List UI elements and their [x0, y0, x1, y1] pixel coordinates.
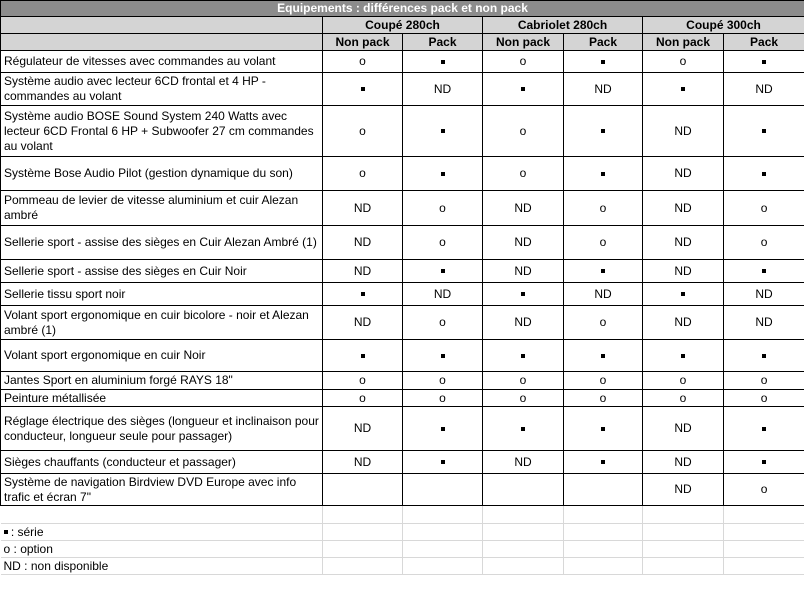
empty-cell[interactable] — [323, 524, 403, 541]
availability-cell[interactable] — [403, 451, 483, 474]
availability-cell[interactable]: ND — [483, 260, 564, 283]
equipment-label[interactable]: Peinture métallisée — [1, 390, 323, 407]
availability-cell[interactable]: o — [643, 390, 724, 407]
empty-cell[interactable] — [403, 558, 483, 575]
availability-cell[interactable] — [483, 283, 564, 306]
availability-cell[interactable]: o — [323, 390, 403, 407]
availability-cell[interactable]: o — [483, 51, 564, 73]
availability-cell[interactable]: o — [403, 306, 483, 340]
legend-row — [1, 524, 804, 541]
availability-cell[interactable]: ND — [564, 73, 643, 106]
legend-symbol: o — [3, 541, 11, 556]
serie-marker — [762, 354, 766, 358]
pack-header[interactable]: Non pack — [643, 34, 724, 51]
empty-cell[interactable] — [724, 558, 804, 575]
serie-marker — [521, 354, 525, 358]
availability-cell[interactable] — [564, 157, 643, 191]
empty-cell[interactable] — [483, 524, 564, 541]
availability-cell[interactable]: ND — [643, 474, 724, 506]
serie-marker — [762, 460, 766, 464]
availability-cell[interactable]: ND — [483, 191, 564, 226]
availability-cell[interactable]: o — [483, 390, 564, 407]
availability-cell[interactable] — [403, 106, 483, 157]
availability-cell[interactable]: ND — [483, 451, 564, 474]
equipment-label[interactable]: Réglage électrique des sièges (longueur et inclinaison pour conducteur, longueur seule pour passager) — [1, 407, 323, 451]
availability-cell[interactable]: o — [724, 390, 804, 407]
availability-cell[interactable] — [724, 157, 804, 191]
empty-row — [1, 506, 804, 524]
availability-cell[interactable] — [483, 73, 564, 106]
serie-marker — [601, 60, 605, 64]
availability-cell[interactable] — [564, 260, 643, 283]
availability-cell[interactable] — [323, 474, 403, 506]
availability-cell[interactable] — [403, 474, 483, 506]
equipment-label[interactable]: Sellerie sport - assise des sièges en Cuir Noir — [1, 260, 323, 283]
availability-cell[interactable] — [643, 73, 724, 106]
pack-header[interactable]: Pack — [724, 34, 804, 51]
equipment-label[interactable]: Système de navigation Birdview DVD Europe avec info trafic et écran 7" — [1, 474, 323, 506]
availability-cell[interactable]: ND — [323, 451, 403, 474]
availability-cell[interactable]: ND — [323, 407, 403, 451]
equipment-label[interactable]: Sièges chauffants (conducteur et passager) — [1, 451, 323, 474]
table-row — [1, 390, 804, 407]
empty-cell[interactable] — [564, 524, 643, 541]
empty-cell[interactable] — [323, 506, 403, 524]
availability-cell[interactable]: o — [403, 226, 483, 260]
title-row — [1, 1, 804, 17]
empty-cell[interactable] — [483, 541, 564, 558]
empty-cell[interactable] — [643, 524, 724, 541]
table-row — [1, 73, 804, 106]
table-row — [1, 340, 804, 372]
serie-marker — [521, 427, 525, 431]
serie-marker — [762, 269, 766, 273]
equipment-label[interactable]: Volant sport ergonomique en cuir bicolore - noir et Alezan ambré (1) — [1, 306, 323, 340]
availability-cell[interactable] — [724, 260, 804, 283]
availability-cell[interactable]: ND — [724, 73, 804, 106]
table-row — [1, 306, 804, 340]
serie-marker — [601, 129, 605, 133]
availability-cell[interactable]: o — [564, 306, 643, 340]
legend-cell[interactable] — [1, 558, 323, 575]
empty-cell[interactable] — [564, 558, 643, 575]
empty-cell[interactable] — [1, 506, 323, 524]
availability-cell[interactable]: o — [564, 191, 643, 226]
availability-cell[interactable]: o — [564, 372, 643, 390]
equipment-label[interactable]: Pommeau de levier de vitesse aluminium et cuir Alezan ambré — [1, 191, 323, 226]
equipment-label[interactable]: Système audio BOSE Sound System 240 Watts avec lecteur 6CD Frontal 6 HP + Subwoofer 27 cm commandes au volant — [1, 106, 323, 157]
empty-cell[interactable] — [643, 506, 724, 524]
availability-cell[interactable]: o — [564, 226, 643, 260]
serie-marker — [681, 87, 685, 91]
availability-cell[interactable] — [483, 340, 564, 372]
equipment-label[interactable]: Sellerie sport - assise des sièges en Cuir Alezan Ambré (1) — [1, 226, 323, 260]
availability-cell[interactable] — [403, 340, 483, 372]
serie-marker — [601, 269, 605, 273]
empty-cell[interactable] — [323, 541, 403, 558]
availability-cell[interactable] — [564, 106, 643, 157]
model-header[interactable]: Cabriolet 280ch — [483, 17, 643, 34]
availability-cell[interactable] — [564, 51, 643, 73]
serie-marker — [441, 269, 445, 273]
equipment-label[interactable]: Système Bose Audio Pilot (gestion dynamique du son) — [1, 157, 323, 191]
serie-marker — [441, 427, 445, 431]
empty-cell[interactable] — [724, 506, 804, 524]
availability-cell[interactable] — [403, 407, 483, 451]
availability-cell[interactable]: ND — [643, 226, 724, 260]
availability-cell[interactable]: o — [323, 157, 403, 191]
availability-cell[interactable]: o — [483, 372, 564, 390]
availability-cell[interactable]: ND — [323, 306, 403, 340]
legend-cell[interactable] — [1, 524, 323, 541]
availability-cell[interactable]: ND — [403, 73, 483, 106]
serie-marker — [441, 460, 445, 464]
availability-cell[interactable]: o — [724, 474, 804, 506]
availability-cell[interactable] — [403, 51, 483, 73]
serie-marker — [361, 354, 365, 358]
availability-cell[interactable] — [564, 451, 643, 474]
equipment-label[interactable]: Sellerie tissu sport noir — [1, 283, 323, 306]
table-row — [1, 283, 804, 306]
availability-cell[interactable] — [403, 157, 483, 191]
table-row — [1, 451, 804, 474]
availability-cell[interactable]: o — [643, 372, 724, 390]
serie-marker — [681, 292, 685, 296]
availability-cell[interactable]: ND — [724, 283, 804, 306]
availability-cell[interactable]: o — [323, 51, 403, 73]
serie-marker — [361, 292, 365, 296]
empty-cell[interactable] — [643, 558, 724, 575]
availability-cell[interactable] — [724, 451, 804, 474]
availability-cell[interactable]: ND — [403, 283, 483, 306]
availability-cell[interactable] — [323, 283, 403, 306]
empty-cell[interactable] — [483, 558, 564, 575]
empty-cell[interactable] — [643, 541, 724, 558]
availability-cell[interactable]: ND — [724, 306, 804, 340]
legend-cell[interactable] — [1, 541, 323, 558]
availability-cell[interactable] — [724, 106, 804, 157]
table-row — [1, 106, 804, 157]
availability-cell[interactable]: o — [403, 191, 483, 226]
serie-marker — [601, 460, 605, 464]
serie-marker — [521, 87, 525, 91]
availability-cell[interactable]: ND — [323, 260, 403, 283]
availability-cell[interactable] — [483, 407, 564, 451]
availability-cell[interactable] — [323, 73, 403, 106]
equipment-label[interactable]: Jantes Sport en aluminium forgé RAYS 18" — [1, 372, 323, 390]
serie-marker — [361, 87, 365, 91]
equipment-label[interactable]: Volant sport ergonomique en cuir Noir — [1, 340, 323, 372]
pack-header[interactable]: Non pack — [323, 34, 403, 51]
availability-cell[interactable]: o — [483, 157, 564, 191]
availability-cell[interactable] — [564, 407, 643, 451]
legend-row — [1, 541, 804, 558]
availability-cell[interactable]: o — [403, 390, 483, 407]
serie-marker — [601, 354, 605, 358]
availability-cell[interactable]: ND — [323, 226, 403, 260]
availability-cell[interactable] — [724, 407, 804, 451]
availability-cell[interactable]: ND — [483, 226, 564, 260]
serie-marker — [441, 354, 445, 358]
empty-cell[interactable] — [403, 506, 483, 524]
availability-cell[interactable]: ND — [643, 106, 724, 157]
serie-marker — [762, 129, 766, 133]
table-row — [1, 372, 804, 390]
pack-header-row — [1, 34, 804, 51]
serie-marker — [441, 172, 445, 176]
legend-row — [1, 558, 804, 575]
availability-cell[interactable]: o — [724, 226, 804, 260]
availability-cell[interactable] — [403, 260, 483, 283]
availability-cell[interactable] — [564, 340, 643, 372]
legend-symbol: ND — [3, 558, 21, 573]
model-header[interactable]: Coupé 280ch — [323, 17, 483, 34]
serie-marker — [762, 427, 766, 431]
availability-cell[interactable] — [724, 51, 804, 73]
availability-cell[interactable]: o — [724, 372, 804, 390]
table-row — [1, 191, 804, 226]
availability-cell[interactable]: o — [323, 372, 403, 390]
model-header[interactable]: Coupé 300ch — [643, 17, 804, 34]
availability-cell[interactable] — [564, 474, 643, 506]
availability-cell[interactable]: o — [323, 106, 403, 157]
availability-cell[interactable]: ND — [483, 306, 564, 340]
header-blank-cell[interactable] — [1, 17, 323, 34]
availability-cell[interactable] — [724, 340, 804, 372]
legend-text: : option — [10, 541, 53, 556]
availability-cell[interactable]: ND — [643, 451, 724, 474]
table-row — [1, 407, 804, 451]
availability-cell[interactable] — [643, 283, 724, 306]
table-row — [1, 226, 804, 260]
empty-cell[interactable] — [403, 524, 483, 541]
empty-cell[interactable] — [724, 541, 804, 558]
availability-cell[interactable]: o — [403, 372, 483, 390]
empty-cell[interactable] — [483, 506, 564, 524]
availability-cell[interactable]: ND — [564, 283, 643, 306]
table-row — [1, 260, 804, 283]
availability-cell[interactable]: o — [483, 106, 564, 157]
availability-cell[interactable] — [483, 474, 564, 506]
equipment-label[interactable]: Système audio avec lecteur 6CD frontal et 4 HP - commandes au volant — [1, 73, 323, 106]
serie-marker — [441, 60, 445, 64]
serie-marker — [601, 172, 605, 176]
table-title[interactable]: Equipements : différences pack et non pack — [1, 1, 804, 17]
legend-text: : non disponible — [20, 558, 109, 573]
empty-cell[interactable] — [564, 506, 643, 524]
pack-header[interactable]: Pack — [403, 34, 483, 51]
availability-cell[interactable]: ND — [323, 191, 403, 226]
serie-marker — [521, 292, 525, 296]
empty-cell[interactable] — [564, 541, 643, 558]
serie-marker — [441, 129, 445, 133]
table-row — [1, 51, 804, 73]
availability-cell[interactable]: ND — [643, 260, 724, 283]
availability-cell[interactable]: o — [643, 51, 724, 73]
empty-cell[interactable] — [724, 524, 804, 541]
header-blank-cell[interactable] — [1, 34, 323, 51]
empty-cell[interactable] — [323, 558, 403, 575]
table-row — [1, 157, 804, 191]
availability-cell[interactable]: ND — [643, 407, 724, 451]
pack-header[interactable]: Non pack — [483, 34, 564, 51]
serie-marker — [762, 172, 766, 176]
pack-header[interactable]: Pack — [564, 34, 643, 51]
availability-cell[interactable] — [323, 340, 403, 372]
empty-cell[interactable] — [403, 541, 483, 558]
availability-cell[interactable]: ND — [643, 157, 724, 191]
serie-marker — [681, 354, 685, 358]
availability-cell[interactable]: o — [724, 191, 804, 226]
equipment-label[interactable]: Régulateur de vitesses avec commandes au volant — [1, 51, 323, 73]
availability-cell[interactable] — [643, 340, 724, 372]
availability-cell[interactable]: o — [564, 390, 643, 407]
availability-cell[interactable]: ND — [643, 191, 724, 226]
availability-cell[interactable]: ND — [643, 306, 724, 340]
serie-marker — [762, 60, 766, 64]
serie-marker — [601, 427, 605, 431]
legend-text: : série — [7, 524, 44, 539]
table-row — [1, 474, 804, 506]
model-header-row — [1, 17, 804, 34]
